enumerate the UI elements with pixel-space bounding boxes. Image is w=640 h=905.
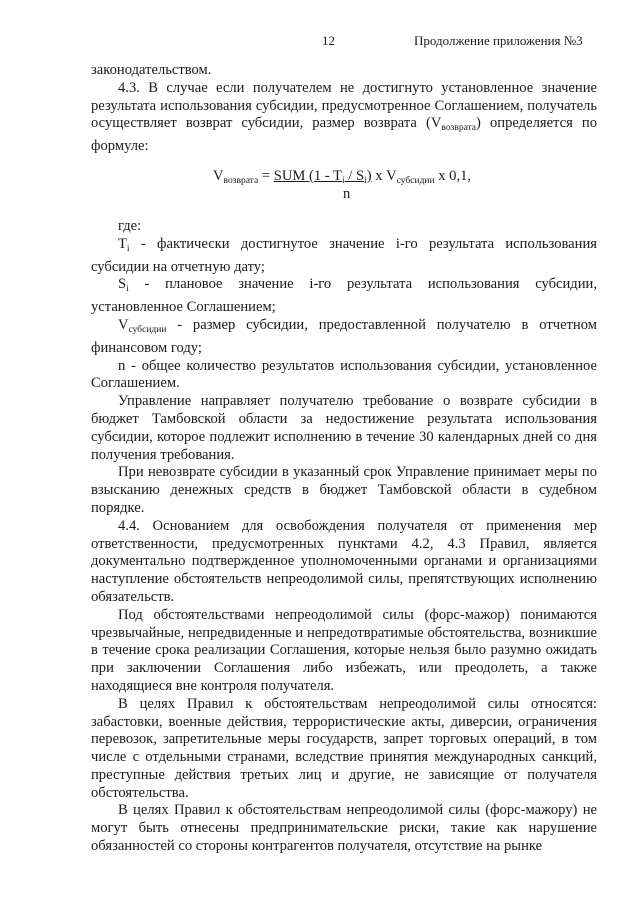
symbol-sub: i	[126, 243, 130, 254]
num-sub: i	[341, 175, 345, 186]
symbol: T	[118, 235, 127, 252]
num-part: SUM (1 - T	[273, 167, 342, 184]
definition-text: - плановое значение i-го результата использования субсидии, установленное Соглашением;	[91, 276, 597, 316]
formula-tail: х 0,1,	[434, 167, 472, 184]
definition-si	[91, 276, 597, 317]
paragraph-force-majeure-3: В целях Правил к обстоятельствам непреодолимой силы (форс-мажору) не могут быть отнесены предпринимательские риски, такие как нарушение обязанностей со стороны контрагентов получателя, отсутствие на рынке	[91, 802, 597, 855]
text: ) определяется по формуле:	[91, 115, 597, 155]
definition-vs	[91, 317, 597, 358]
num-part: )	[366, 167, 372, 184]
paragraph-upravlenie: Управление направляет получателю требование о возврате субсидии в бюджет Тамбовской области за недостижение результата использования субсидии, которое подлежит исполнению в течение 30 календарных дней со дня получения требования.	[91, 393, 597, 463]
subscript: возврата	[441, 123, 477, 134]
formula-denominator: n	[343, 185, 351, 202]
paragraph-force-majeure-2: В целях Правил к обстоятельствам непреодолимой силы относятся: забастовки, военные действия, террористические акты, диверсии, ограничения перевозок, запретительные меры государств, запрет торговых операций, в том числе с отдельными странами, вследствие принятия международных санкций, преступные действия третьих лиц и другие, не зависящие от получателя обстоятельства.	[91, 695, 597, 801]
num-part: / S	[344, 167, 365, 184]
where-label: где:	[118, 217, 142, 234]
definition-n: n - общее количество результатов использования субсидии, установленное Соглашением.	[91, 357, 597, 392]
formula-eq: =	[258, 167, 274, 184]
paragraph-4-4: 4.4. Основанием для освобождения получателя от применения мер ответственности, предусмотренных пунктами 4.2, 4.3 Правил, является документально подтвержденное уполномоченными органами и организациями наступление обстоятельств непреодолимой силы, препятствующих исполнению обязательств.	[91, 517, 597, 605]
formula	[91, 156, 597, 218]
paragraph-4-3	[91, 80, 597, 156]
document-body	[91, 62, 597, 856]
paragraph-force-majeure-1: Под обстоятельствами непреодолимой силы (форс-мажор) понимаются чрезвычайные, непредвиденные и непредотвратимые обстоятельства, возникшие в течение срока реализации Соглашения, которые нельзя было разумно ожидать при заключении Соглашения либо избежать, или преодолеть, а также находящиеся вне контроля получателя.	[91, 606, 597, 694]
formula-times: х V	[371, 167, 397, 184]
formula-v-sub: возврата	[223, 175, 259, 186]
definition-text: - фактически достигнутое значение i-го результата использования субсидии на отчетную дату;	[91, 235, 597, 275]
formula-numerator	[274, 168, 372, 184]
paragraph-nevozvrat: При невозврате субсидии в указанный срок Управление принимает меры по взысканию денежных средств в бюджет Тамбовской области в судебном порядке.	[91, 464, 597, 516]
symbol-sub: i	[126, 284, 129, 295]
symbol: V	[118, 316, 129, 333]
definition-text: - размер субсидии, предоставленной получателю в отчетном финансовом году;	[91, 316, 597, 356]
paragraph-continuation: законодательством.	[91, 62, 212, 78]
definition-ti	[91, 236, 597, 277]
formula-v: V	[213, 167, 224, 184]
symbol-sub: субсидии	[128, 324, 167, 335]
header-continuation: Продолжение приложения №3	[414, 33, 583, 48]
num-sub: i	[364, 175, 367, 186]
text: 4.3. В случае если получателем не достигнуто установленное значение результата использования субсидии, предусмотренное Соглашением, получатель осуществляет возврат субсидии, размер возврата (V	[91, 79, 597, 132]
symbol: S	[118, 276, 127, 293]
formula-vs-sub: субсидии	[396, 175, 435, 186]
page-number: 12	[322, 33, 335, 48]
